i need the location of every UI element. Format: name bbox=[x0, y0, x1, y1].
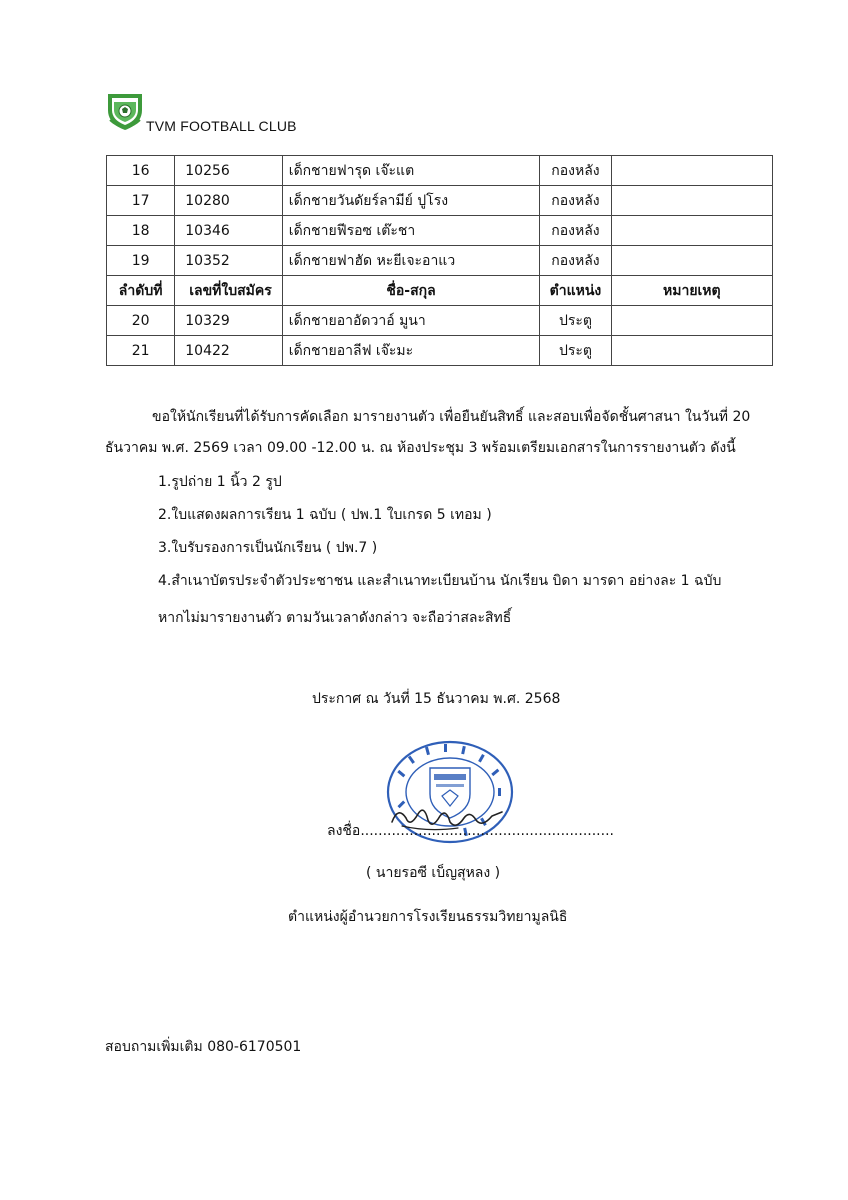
row-remark bbox=[611, 306, 772, 336]
contact-info: สอบถามเพิ่มเติม 080-6170501 bbox=[105, 1039, 302, 1055]
signer-title: ตำแหน่งผู้อำนวยการโรงเรียนธรรมวิทยามูลนิธิ bbox=[288, 909, 568, 925]
table-header-row bbox=[107, 276, 773, 306]
header-name: ชื่อ-สกุล bbox=[282, 276, 540, 306]
announce-date: ประกาศ ณ วันที่ 15 ธันวาคม พ.ศ. 2568 bbox=[312, 691, 561, 707]
row-app-no: 10346 bbox=[175, 216, 283, 246]
row-name: เด็กชายฟารุด เจ๊ะแต bbox=[282, 156, 540, 186]
row-name: เด็กชายฟาฮัด หะยีเจะอาแว bbox=[282, 246, 540, 276]
club-name: TVM FOOTBALL CLUB bbox=[146, 118, 297, 134]
document-item: 1.รูปถ่าย 1 นิ้ว 2 รูป bbox=[158, 474, 282, 490]
table-row bbox=[107, 306, 773, 336]
document-item: 4.สำเนาบัตรประจำตัวประชาชน และสำเนาทะเบียนบ้าน นักเรียน บิดา มารดา อย่างละ 1 ฉบับ bbox=[158, 573, 722, 589]
row-remark bbox=[611, 186, 772, 216]
table-row bbox=[107, 246, 773, 276]
header-remark: หมายเหตุ bbox=[611, 276, 772, 306]
forfeit-warning: หากไม่มารายงานตัว ตามวันเวลาดังกล่าว จะถือว่าสละสิทธิ์ bbox=[158, 610, 512, 626]
header-app-no: เลขที่ใบสมัคร bbox=[175, 276, 283, 306]
row-remark bbox=[611, 156, 772, 186]
row-position: กองหลัง bbox=[540, 186, 611, 216]
row-no: 18 bbox=[107, 216, 175, 246]
header-position: ตำแหน่ง bbox=[540, 276, 611, 306]
roster-table bbox=[106, 155, 773, 366]
row-no: 20 bbox=[107, 306, 175, 336]
row-name: เด็กชายอาอัดวาอ์ มูนา bbox=[282, 306, 540, 336]
row-remark bbox=[611, 216, 772, 246]
row-app-no: 10422 bbox=[175, 336, 283, 366]
paragraph-line-2: ธันวาคม พ.ศ. 2569 เวลา 09.00 -12.00 น. ณ ห้องประชุม 3 พร้อมเตรียมเอกสารในการรายงานตัว ดังนี้ bbox=[105, 440, 736, 456]
row-name: เด็กชายวันดัยร์ลามีย์ ปูโรง bbox=[282, 186, 540, 216]
signer-name: ( นายรอซี เบ็ญสุหลง ) bbox=[366, 865, 501, 881]
row-no: 16 bbox=[107, 156, 175, 186]
row-app-no: 10352 bbox=[175, 246, 283, 276]
header-no: ลำดับที่ bbox=[107, 276, 175, 306]
row-no: 17 bbox=[107, 186, 175, 216]
row-no: 21 bbox=[107, 336, 175, 366]
row-remark bbox=[611, 336, 772, 366]
row-position: กองหลัง bbox=[540, 156, 611, 186]
row-name: เด็กชายฟีรอซ เต๊ะชา bbox=[282, 216, 540, 246]
row-app-no: 10329 bbox=[175, 306, 283, 336]
table-row bbox=[107, 156, 773, 186]
table-row bbox=[107, 336, 773, 366]
row-position: กองหลัง bbox=[540, 216, 611, 246]
table-row bbox=[107, 216, 773, 246]
row-position: ประตู bbox=[540, 336, 611, 366]
paragraph-line-1: ขอให้นักเรียนที่ได้รับการคัดเลือก มารายงานตัว เพื่อยืนยันสิทธิ์ และสอบเพื่อจัดชั้นศาสนา ในวันที่ 20 bbox=[152, 409, 751, 425]
table-row bbox=[107, 186, 773, 216]
row-app-no: 10256 bbox=[175, 156, 283, 186]
sign-line: ลงชื่อ......................................................... bbox=[327, 823, 614, 839]
document-item: 2.ใบแสดงผลการเรียน 1 ฉบับ ( ปพ.1 ใบเกรด 5 เทอม ) bbox=[158, 507, 492, 523]
club-logo-icon bbox=[104, 90, 146, 132]
row-app-no: 10280 bbox=[175, 186, 283, 216]
document-item: 3.ใบรับรองการเป็นนักเรียน ( ปพ.7 ) bbox=[158, 540, 378, 556]
row-position: ประตู bbox=[540, 306, 611, 336]
row-name: เด็กชายอาลีฟ เจ๊ะมะ bbox=[282, 336, 540, 366]
row-no: 19 bbox=[107, 246, 175, 276]
row-position: กองหลัง bbox=[540, 246, 611, 276]
row-remark bbox=[611, 246, 772, 276]
